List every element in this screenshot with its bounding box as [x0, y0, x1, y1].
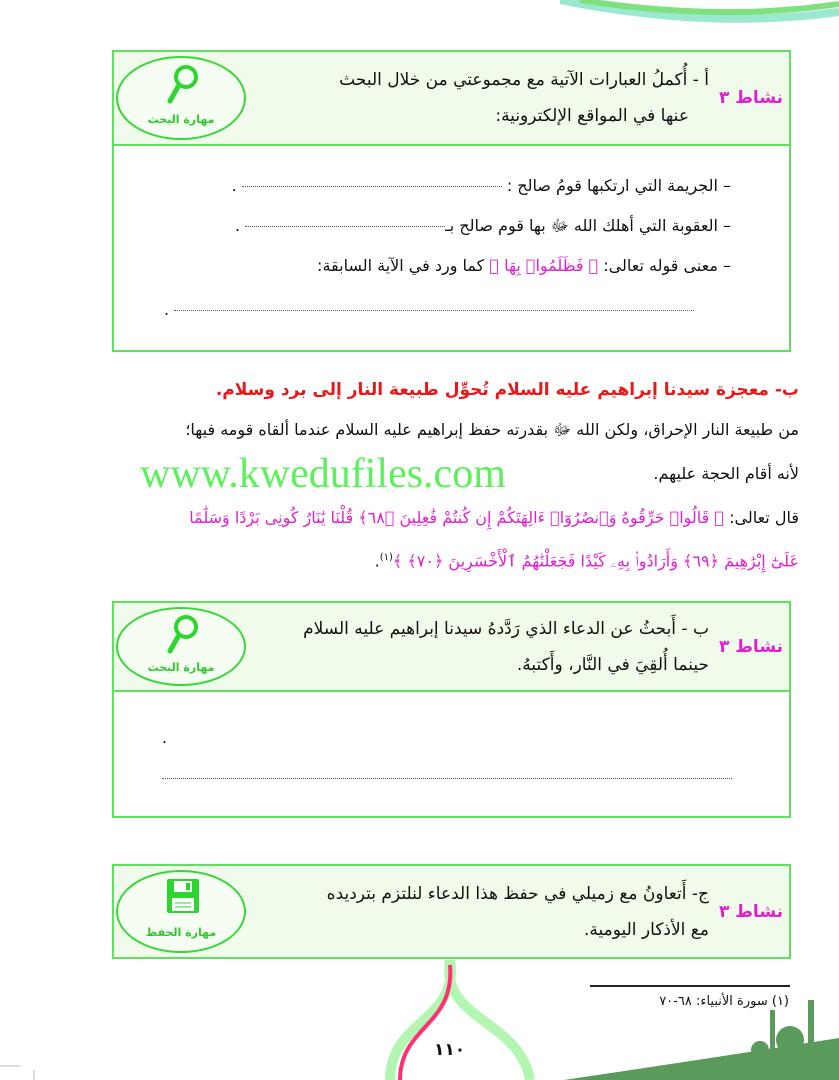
skill-label: مهارة البحث — [147, 113, 215, 126]
instruction-line: حينما أُلقِيَ في النَّار، وأَكتبهُ. — [516, 654, 709, 675]
quran-line: قال تعالى: ﴿ قَالُوا۟ حَرِّقُوهُ وَٱنصُرُوٓا۟ ءَالِهَتَكُمْ إِن كُنتُمْ فَٰعِلِينَ ﴿٦٨﴾ قُلْنَا يَٰنَارُ كُونِى بَرْدًا وَسَلَٰمًا — [189, 508, 799, 527]
instruction-line: ج- أَتعاونُ مع زميلي في حفظ هذا الدعاء لنلتزم بترديده — [326, 883, 709, 904]
activity-instructions — [254, 611, 709, 683]
answer-line[interactable]: . — [162, 718, 731, 798]
fill-item-3: – معنى قوله تعالى: ﴿ فَظَلَمُوا۟ بِهَا ﴾ كما ورد في الآية السابقة: — [317, 256, 731, 275]
quran-quote: ﴿ فَظَلَمُوا۟ بِهَا ﴾ — [489, 256, 599, 275]
activity-badge: نشاط ٣ — [718, 901, 783, 922]
activity-box-3 — [112, 864, 791, 959]
watermark: www.kwedufiles.com — [140, 451, 506, 497]
activity-badge: نشاط ٣ — [718, 636, 783, 657]
instruction-line: عنها في المواقع الإلكترونية: — [495, 106, 689, 126]
activity-instructions — [254, 876, 709, 948]
fill-item-2: – العقوبة التي أهلك الله ﷻ بها قوم صالح بـ . — [234, 216, 731, 235]
research-skill-badge — [116, 56, 246, 140]
quran-line: عَلَىٰٓ إِبْرَٰهِيمَ ﴿٦٩﴾ وَأَرَادُوا۟ بِهِۦ كَيْدًا فَجَعَلْنَٰهُمُ ٱلْأَخْسَرِينَ ﴿٧٠﴾ ﴾$^{(١)}$. — [374, 551, 799, 571]
instruction-line: أ - أُكملُ العبارات الآتية مع مجموعتي من خلال البحث — [339, 70, 709, 90]
story-section — [0, 352, 839, 601]
activity-header — [114, 866, 789, 957]
activity-header — [114, 603, 789, 692]
answer-blank[interactable] — [162, 778, 732, 779]
section-title: ب- معجزة سيدنا إبراهيم عليه السلام تُحوِّل طبيعة النار إلى برد وسلام. — [215, 380, 799, 400]
activity-body — [114, 146, 789, 350]
floppy-disk-icon — [167, 879, 199, 913]
page-number: ١١٠ — [434, 1040, 466, 1061]
skill-label: مهارة الحفظ — [145, 926, 217, 940]
paragraph-line: لأنه أقام الحجة عليهم. — [653, 464, 799, 483]
magnifier-icon — [166, 63, 200, 107]
fill-item-3-answer[interactable]: . — [164, 290, 731, 330]
skill-label: مهارة البحث — [147, 661, 215, 675]
paragraph-line-row — [30, 450, 799, 498]
footnote: (١) سورة الأنبياء: ٦٨-٧٠ — [659, 994, 789, 1010]
instruction-line: مع الأذكار اليومية. — [583, 919, 709, 940]
answer-blank[interactable] — [242, 186, 502, 187]
paragraph-line: من طبيعة النار الإحراق، ولكن الله ﷻ بقدرته حفظ إبراهيم عليه السلام عندما ألقاه قومه فيها؛ — [185, 420, 799, 439]
answer-blank[interactable] — [174, 310, 694, 311]
activity-badge: نشاط ٣ — [718, 88, 783, 108]
activity-box-2 — [112, 601, 791, 818]
answer-blank[interactable] — [245, 226, 445, 227]
activity-header — [114, 52, 789, 146]
activity-body — [114, 692, 789, 816]
instruction-line: ب - أَبحثُ عن الدعاء الذي رَدَّدهُ سيدنا إبراهيم عليه السلام — [303, 618, 709, 639]
fill-item-1: – الجريمة التي ارتكبها قومُ صالح : . — [231, 176, 731, 195]
activity-instructions — [254, 62, 709, 134]
memorization-skill-badge — [116, 870, 246, 953]
research-skill-badge — [116, 607, 246, 686]
footnote-divider — [590, 985, 790, 987]
magnifier-icon — [166, 613, 200, 657]
activity-box-1 — [112, 50, 791, 352]
